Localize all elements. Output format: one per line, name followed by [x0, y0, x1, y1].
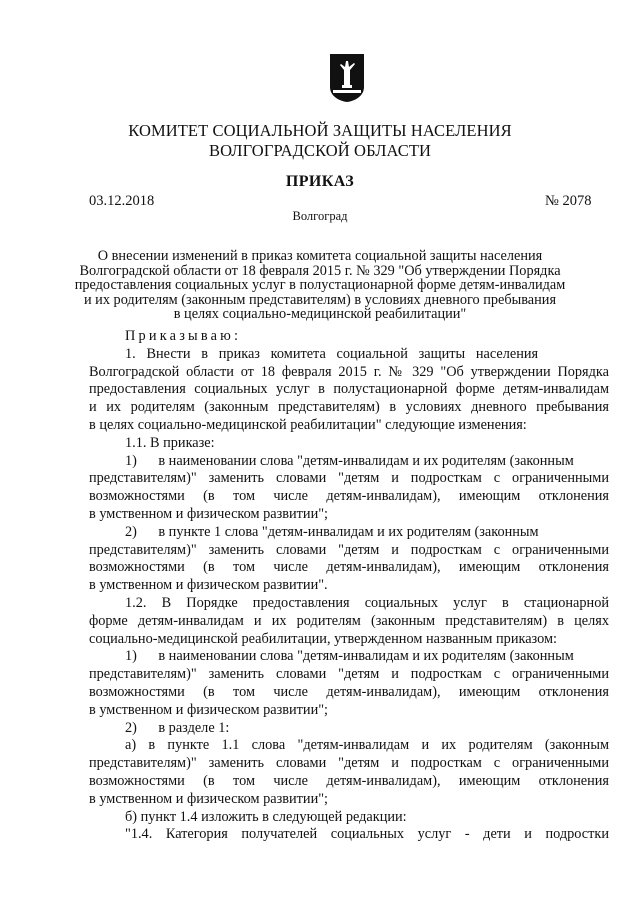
- document-type: ПРИКАЗ: [285, 173, 355, 190]
- body-line: 1.1. В приказе:: [125, 434, 215, 451]
- document-body: [89, 328, 609, 844]
- body-line: в умственном и физическом развитии";: [89, 505, 329, 522]
- body-line: 1. Внести в приказ комитета социальной защиты населения: [125, 345, 539, 362]
- body-line: возможностями (в том числе детям-инвалидам), имеющим отклонения: [89, 683, 609, 700]
- body-line: возможностями (в том числе детям-инвалидам), имеющим отклонения: [89, 559, 609, 576]
- body-line: возможностями (в том числе детям-инвалидам), имеющим отклонения: [89, 488, 609, 505]
- body-line: представителям)" заменить словами "детям и подросткам с ограниченными: [89, 470, 609, 487]
- body-line: в умственном и физическом развитии";: [89, 701, 329, 718]
- body-line: предоставления социальных услуг в полустационарной форме детям-инвалидам: [89, 381, 609, 398]
- body-line: б) пункт 1.4 изложить в следующей редакции:: [125, 808, 407, 825]
- subject-line: и их родителям (законным представителям) в условиях дневного пребывания: [83, 291, 557, 308]
- body-line: форме детям-инвалидам и их родителям (законным представителям) в целях: [89, 612, 609, 629]
- subject-line: в целях социально-медицинской реабилитации": [173, 306, 467, 323]
- body-line: а) в пункте 1.1 слова "детям-инвалидам и их родителям (законным: [125, 737, 609, 754]
- body-line: в умственном и физическом развитии";: [89, 790, 329, 807]
- body-line: представителям)" заменить словами "детям и подросткам с ограниченными: [89, 755, 609, 772]
- document-date: 03.12.2018: [89, 193, 155, 209]
- body-line: 2) в разделе 1:: [125, 719, 230, 736]
- orders-heading: Приказываю:: [125, 328, 242, 344]
- subject-line: О внесении изменений в приказ комитета социальной защиты населения: [97, 248, 543, 264]
- body-line: 1.2. В Порядке предоставления социальных услуг в стационарной: [125, 594, 609, 611]
- organization-name-line: ВОЛГОГРАДСКОЙ ОБЛАСТИ: [208, 141, 432, 160]
- organization-name-line: КОМИТЕТ СОЦИАЛЬНОЙ ЗАЩИТЫ НАСЕЛЕНИЯ: [128, 121, 512, 140]
- body-line: в целях социально-медицинской реабилитации" следующие изменения:: [89, 416, 527, 433]
- subject-line: предоставления социальных услуг в полустационарной форме детям-инвалидам: [74, 277, 566, 294]
- body-line: 1) в наименовании слова "детям-инвалидам и их родителям (законным: [125, 648, 574, 665]
- body-line: "1.4. Категория получателей социальных услуг - дети и подростки: [125, 826, 609, 843]
- document-subject: [0, 249, 640, 322]
- body-line: Волгоградской области от 18 февраля 2015 г. № 329 "Об утверждении Порядка: [89, 363, 609, 380]
- body-line: представителям)" заменить словами "детям и подросткам с ограниченными: [89, 666, 609, 683]
- body-line: возможностями (в том числе детям-инвалидам), имеющим отклонения: [89, 772, 609, 789]
- body-line: и их родителям (законным представителям) в условиях дневного пребывания: [89, 399, 609, 416]
- organization-name: [0, 121, 640, 161]
- document-city: Волгоград: [292, 209, 348, 223]
- body-line: 2) в пункте 1 слова "детям-инвалидам и их родителям (законным: [125, 523, 539, 540]
- coat-of-arms-emblem: [329, 53, 365, 103]
- body-line: представителям)" заменить словами "детям и подросткам с ограниченными: [89, 541, 609, 558]
- subject-line: Волгоградской области от 18 февраля 2015 г. № 329 "Об утверждении Порядка: [79, 262, 561, 279]
- body-line: социально-медицинской реабилитации, утвержденном названным приказом:: [89, 630, 558, 647]
- document-number: № 2078: [545, 193, 592, 209]
- body-line: 1) в наименовании слова "детям-инвалидам и их родителям (законным: [125, 452, 574, 469]
- body-line: в умственном и физическом развитии".: [89, 577, 328, 594]
